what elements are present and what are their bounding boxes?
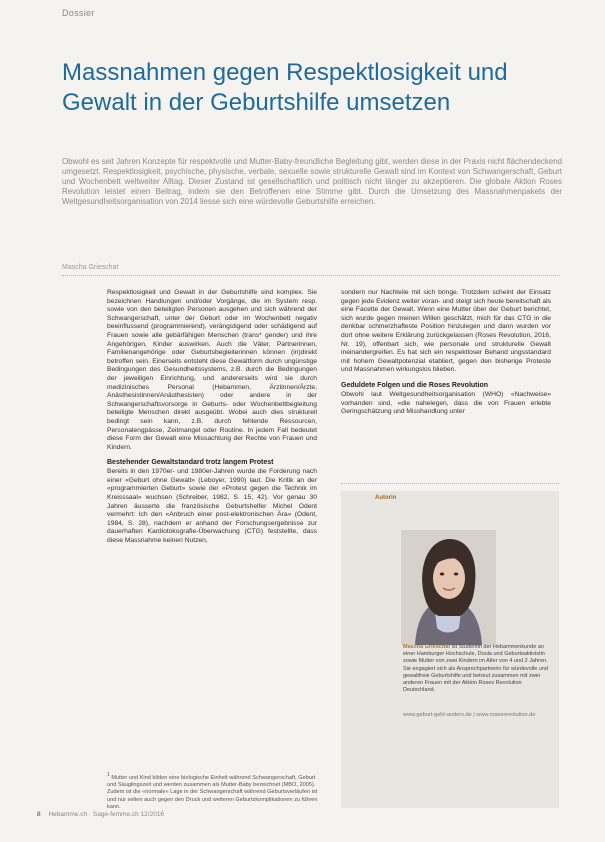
title-line-1: Massnahmen gegen Respektlosigkeit und [62, 59, 508, 86]
author-name: Mascha Grieschat [403, 644, 451, 650]
lead-paragraph: Obwohl es seit Jahren Konzepte für respektvolle und Mutter-Baby-freundliche Begleitung gibt, werden diese in der Praxis nicht flächendeckend umgesetzt. Respektlosigkeit, psychische, physische, verbale, sexuelle sowie strukturelle Gewalt sind im Kontext von Schwangerschaft, Geburt und Wochenbett weltweiter Alltag. Dieser Zustand ist gesellschaftlich und politisch nicht länger zu akzeptieren. Die globale Aktion Roses Revolution leistet einen Beitrag, indem sie den Betroffenen eine Stimme gibt. Durch die Umsetzung des Massnahmenpakets der Weltgesundheitsorganisation von 2014 liesse sich eine würdevolle Geburtshilfe erreichen. [62, 157, 562, 207]
body-paragraph: Bereits in den 1970er- und 1980er-Jahren wurde die Forderung nach einer «Geburt ohne Gewalt» (Leboyer, 1990) laut. Die Kritik an der «programmierten Geburt» sowie der «Protest gegen die Technik im Kreisssaal» wuchsen (Schreiber, 1982, S. 15, 42). Vor genau 30 Jahren äusserte die französische Geburtshelfer Michel Odent vermehrt: Ich den «Anbruch einer post-elektronischen Ära» (Odent, 1984, S. 28), nachdem er anhand der Forschungsergebnisse zur dauerhaften Kardiotokografie-Überwachung (CTG) feststellte, dass diese Massnahme keinen Nutzen, [107, 468, 317, 545]
author-photo [401, 530, 496, 645]
author-box [341, 491, 559, 808]
publication-name: Hebamme.ch · Sage-femme.ch 12/2016 [48, 811, 165, 818]
page-number: 8 [37, 811, 41, 818]
subheading: Geduldete Folgen und die Roses Revolution [341, 381, 489, 389]
sidebar-divider [341, 483, 559, 484]
author-bio [403, 644, 555, 694]
author-bio-text: ist Studentin der Hebammenkunde an einer Hamburger Hochschule, Doula und Geburtsaktivistin sowie Mutter von zwei Kindern im Alter von 4 und 2 Jahren. Sie engagiert sich als Ansprechpartnerin für würdevolle und gewaltfreie Geburtshilfe und betreut zusammen mit zwei anderen Frauen mit der Aktion Roses Revolution Deutschland. [403, 644, 548, 694]
body-paragraph: Obwohl laut Weltgesundheitsorganisation (WHO) «Nachweise» vorhanden sind, «die nahelegen, dass die von Frauen erlebte Geringschätzung und Misshandlung unter [341, 390, 551, 416]
portrait-illustration [401, 530, 496, 645]
article-title [62, 58, 562, 118]
subheading: Bestehender Gewaltstandard trotz langem Protest [107, 459, 274, 467]
author-byline: Mascha Grieschat [62, 264, 119, 271]
footnote-mark: 1 [107, 772, 110, 778]
divider [62, 275, 560, 276]
footnote-text: Mutter und Kind bilden eine biologische Einheit während Schwangerschaft, Geburt und Säuglingszeit und werden zusammen als Mutter-Baby bezeichnet (MBO, 2005). Zudem ist die «normale» Lage in der Schwangerschaft während Geburtsverläufen ist und nur selten auch gegen den Druck und weiteren Geburtskomplikationen zu führen kann. [107, 774, 318, 811]
body-column-right [341, 289, 551, 417]
author-website[interactable]: www.geburt-geht-anders.de | www.rosesrevolution.de [403, 712, 536, 718]
title-line-2: Gewalt in der Geburtshilfe umsetzen [62, 89, 451, 116]
author-box-label: Autorin [375, 495, 397, 501]
body-paragraph: Respektlosigkeit und Gewalt in der Geburtshilfe sind komplex. Sie bezeichnen Handlungen und/oder Vorgänge, die im System resp. sowie von den beteiligten Personen ausgehen und sich während der Schwangerschaft, unter der Geburt oder im Wochenbett negativ beeinflussend (programmierend), verängstigend oder schädigend auf Frauen sowie alle gebärfähigen Menschen (trans* gender) und ihre Angehörigen, Kinder auswirken. Auch die Väter, Partnerinnen, Familienangehörige oder Geburtsbegleiterinnen können (in)direkt betroffen sein. Einerseits entsteht diese Gewaltform durch ungünstige Bedingungen des Gesundheitssystems, z.B. durch die Bedingungen der jeweiligen Einrichtung, und andererseits wird sie durch medizinisches Personal (Hebammen, Ärztinnen/Ärzte, Anästhesistinnen/Anästhesisten) oder andere in der Schwangerschaftsvorsorge in Geburts- oder Wochenbettbegleitung beteiligte Menschen direkt ausgeübt. Wobei auch dies strukturell bedingt sein kann, z.B. durch fehlende Ressourcen, Personalengpässe, Zeitmangel oder Routine. In jedem Fall bedeutet diese Form der Gewalt eine Missachtung der Rechte von Frauen und Kindern. [107, 289, 317, 451]
footnote [107, 772, 322, 811]
body-paragraph: sondern nur Nachteile mit sich bringe. Trotzdem scheint der Einsatz gegen jede Evidenz weiter voran- und steigt sich heute bereitschaft als eine Facette der Gewalt. Wenn eine Mutter über der Geburt berichtet, sich wurde gegen meinen Willen geschätzt, mich für das CTG in die denkbar schmerzhafteste Position hinzulegen und dann wurden vor dort ohne weitere Erklärung zurückgelassen (Roses Revolution, 2016, Nr. 19), offenbart sich, wie personale und strukturelle Gewalt ineinandergreifen. Es hat sich ein respektloser Behand ungsstandard mit hohem Gewaltpotenzial etabliert, gegen den bisherige Proteste und Massnahmen wirkungslos blieben. [341, 289, 551, 374]
page-footer [37, 811, 164, 818]
body-column-left [107, 289, 317, 546]
section-label: Dossier [62, 8, 95, 18]
